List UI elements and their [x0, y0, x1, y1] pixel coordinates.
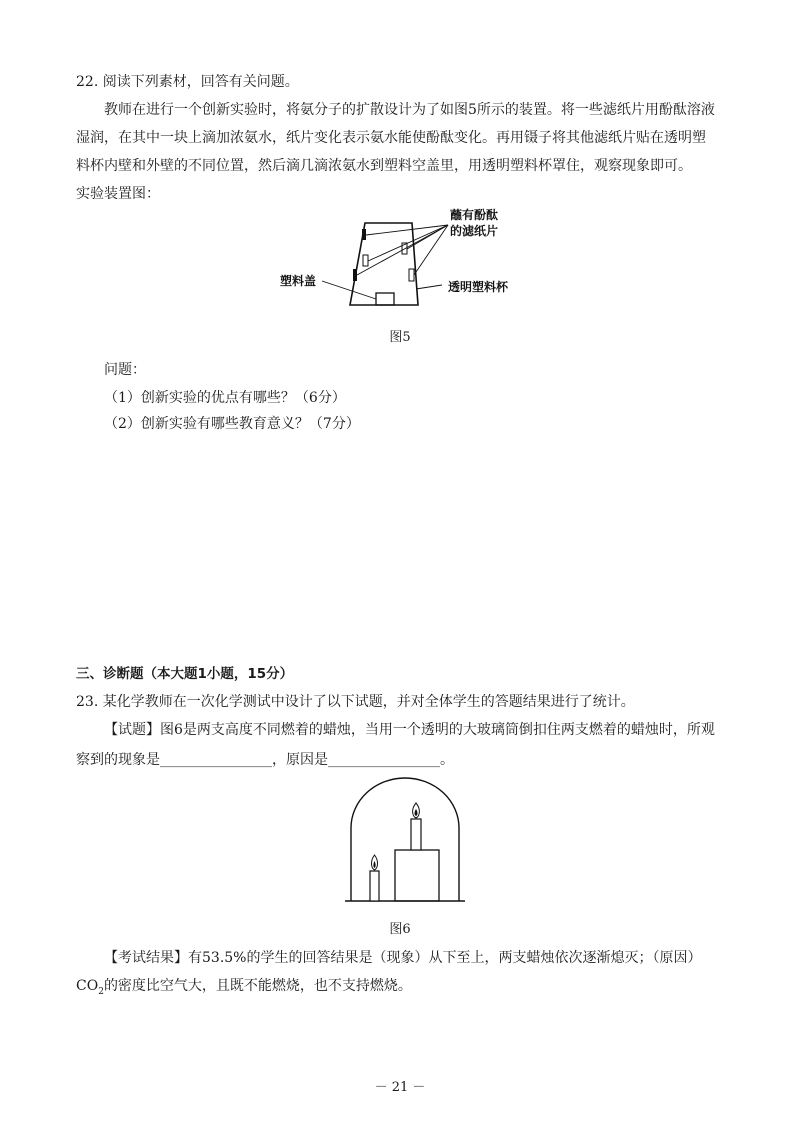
plastic-lid-shape	[376, 293, 394, 305]
q22-questions-label: 问题：	[104, 362, 146, 378]
q23-result-line-2	[76, 976, 412, 1002]
co2-formula-subscript: 2	[98, 986, 104, 997]
figure-6-caption: 图6	[389, 922, 411, 937]
q23-result-line-1: 【考试结果】有53.5%的学生的回答结果是（现象）从下至上，两支蜡烛依次逐渐熄灭；（原因）	[104, 950, 702, 966]
q23-title: 23. 某化学教师在一次化学测试中设计了以下试题，并对全体学生的答题结果进行了统计。	[76, 694, 635, 710]
filter-paper-3	[363, 255, 368, 266]
co2-formula-co: CO	[76, 978, 99, 994]
q22-question-1: （1）创新实验的优点有哪些？（6分）	[104, 390, 346, 406]
q22-question-2: （2）创新实验有哪些教育意义？（7分）	[104, 416, 360, 432]
q22-paragraph-line-3: 料杯内壁和外壁的不同位置，然后滴几滴浓氨水到塑料空盖里，用透明塑料杯罩住，观察现象即可。	[76, 158, 692, 174]
q23-trial-line-2: 察到的现象是________________，原因是________________。	[76, 752, 454, 768]
q22-paragraph-line-1: 教师在进行一个创新实验时，将氨分子的扩散设计为了如图5所示的装置。将一些滤纸片用酚酞溶液	[104, 102, 715, 118]
upper-candle	[411, 819, 421, 850]
filter-paper-label-line-2: 的滤纸片	[450, 224, 499, 238]
q22-setup-label: 实验装置图：	[76, 186, 160, 202]
lower-candle	[370, 871, 379, 901]
q22-paragraph-line-2: 湿润，在其中一块上滴加浓氨水，纸片变化表示氨水能使酚酞变化。再用镊子将其他滤纸片贴在透明塑	[76, 130, 706, 146]
page-number: － 21 －	[374, 1080, 426, 1095]
q23-result-line-2-text: 的密度比空气大，且既不能燃烧，也不支持燃烧。	[103, 978, 412, 994]
filter-paper-5	[409, 269, 414, 281]
glass-cylinder-shape	[351, 778, 459, 901]
q22-title: 22. 阅读下列素材，回答有关问题。	[76, 74, 299, 90]
candle-platform-block	[395, 850, 439, 901]
filter-paper-4	[353, 269, 357, 281]
filter-paper-1	[362, 229, 366, 240]
figure-5-apparatus	[270, 205, 570, 320]
filter-paper-label-line-1: 蘸有酚酞	[450, 208, 499, 222]
transparent-cup-label: 透明塑料杯	[448, 280, 509, 294]
figure-6-candles	[345, 773, 465, 903]
plastic-lid-label: 塑料盖	[280, 274, 317, 288]
figure-5-caption: 图5	[389, 330, 411, 345]
section-3-heading: 三、诊断题（本大题1小题，15分）	[76, 666, 294, 682]
q23-trial-line-1: 【试题】图6是两支高度不同燃着的蜡烛，当用一个透明的大玻璃筒倒扣住两支燃着的蜡烛时，所观	[104, 722, 715, 738]
